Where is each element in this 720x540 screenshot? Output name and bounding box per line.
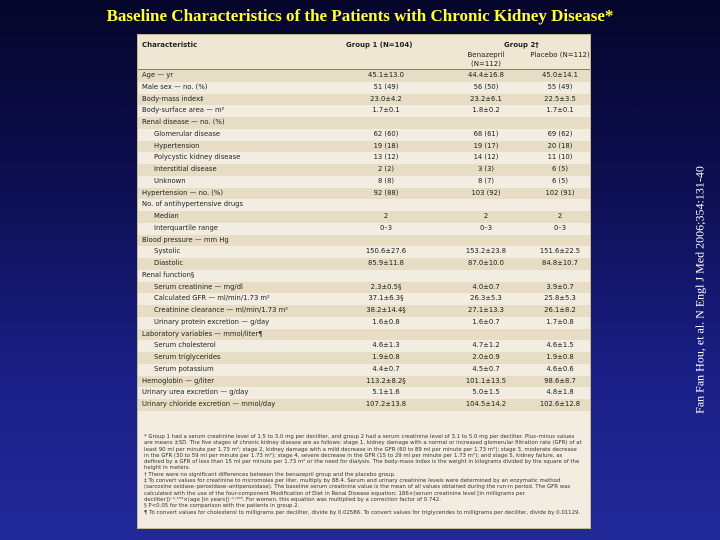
group1-value: 107.2±13.8 [365,400,407,408]
benazepril-value: 44.4±16.8 [468,71,504,79]
row-label: Renal function§ [142,270,195,279]
benazepril-value: 2.0±0.9 [472,353,500,361]
table-row [138,305,590,317]
footnote: ¶ To convert values for cholesterol to milligrams per deciliter, divide by 0.02586. To convert values for triglycerides to milligrams per deciliter, divide by 0.01129. [144,509,581,516]
placebo-value: 102 (91) [545,188,575,197]
table-row [138,82,590,94]
header-group1: Group 1 (N=104) [346,41,413,49]
row-label: Serum triglycerides [154,353,221,361]
table-row [138,399,590,411]
benazepril-value: 14 (12) [473,153,499,162]
benazepril-value: 5.0±1.5 [472,388,500,397]
row-label: No. of antihypertensive drugs [142,200,244,209]
benazepril-value: 1.8±0.2 [472,106,500,115]
group1-value: 38.2±14.4§ [366,306,406,314]
row-label: Polycystic kidney disease [154,153,241,162]
row-label: Interquartile range [154,223,218,232]
table-row [138,141,590,153]
row-label: Interstitial disease [154,165,217,173]
benazepril-value: 153.2±23.8 [465,247,507,256]
row-label: Serum potassium [154,364,214,373]
group1-value: 8 (8) [377,176,395,185]
slide-title: Baseline Characteristics of the Patients with Chronic Kidney Disease* [106,6,614,25]
group1-value: 4.4±0.7 [372,364,400,373]
placebo-value: 151.6±22.5 [539,247,581,256]
benazepril-value: 4.0±0.7 [472,282,500,291]
table-header [138,35,590,70]
table-row [138,352,590,364]
group1-value: 19 (18) [373,141,399,150]
group1-value: 113.2±8.2§ [366,376,406,385]
table-row [138,199,590,211]
table-row [138,70,590,82]
row-label: Unknown [154,176,186,185]
placebo-value: 25.8±5.3 [544,294,576,303]
row-label: Renal disease — no. (%) [142,118,225,126]
row-label: Urinary chloride excretion — mmol/day [142,400,276,408]
row-label: Systolic [154,247,181,256]
table-row [138,129,590,141]
footnote: † There were no significant differences between the benazepril group and the placebo group. [144,471,396,478]
placebo-value: 0–3 [553,223,567,232]
placebo-value: 20 (18) [547,141,573,150]
table-row [138,105,590,117]
benazepril-value: 27.1±13.3 [468,306,504,314]
row-label: Diastolic [154,259,184,267]
group1-value: 1.7±0.1 [372,106,400,115]
table-row [138,246,590,258]
placebo-value: 45.0±14.1 [542,71,578,79]
table-row [138,258,590,270]
table-row [138,188,590,200]
row-label: Hypertension [154,141,200,150]
group1-value: 2 [383,212,389,220]
group1-value: 45.1±13.0 [368,71,404,79]
table-footnotes [144,434,582,516]
row-label: Hemoglobin — g/liter [142,376,215,385]
table-row [138,270,590,282]
group1-value: 37.1±6.3§ [368,294,404,303]
benazepril-value: 8 (7) [477,176,495,185]
placebo-value: 11 (10) [547,153,573,162]
group1-value: 4.6±1.3 [372,341,400,350]
group1-value: 5.1±1.6 [372,388,400,397]
benazepril-value: 56 (50) [473,82,499,91]
benazepril-value: 4.5±0.7 [472,364,500,373]
header-characteristic: Characteristic [142,41,198,49]
placebo-value: 84.8±10.7 [542,259,578,267]
table-row [138,223,590,235]
row-label: Creatinine clearance — ml/min/1.73 m² [154,306,288,314]
row-label: Age — yr [142,71,174,79]
table-row [138,94,590,106]
group1-value: 51 (49) [373,82,399,91]
benazepril-value: 3 (3) [477,165,495,173]
baseline-table [137,34,591,529]
group1-value: 85.9±11.8 [368,259,404,267]
table-row [138,211,590,223]
placebo-value: 69 (62) [547,129,573,138]
placebo-value: 6 (5) [551,176,569,185]
benazepril-value: 68 (61) [473,129,499,138]
benazepril-value: 103 (92) [471,188,501,197]
citation: Fan Fan Hou, et al. N Engl J Med 2006;354:131-40 [692,166,707,414]
table-row [138,176,590,188]
group1-value: 2 (2) [377,165,395,173]
placebo-value: 1.7±0.8 [546,317,574,326]
row-label: Median [154,212,179,220]
benazepril-value: 0–3 [479,223,493,232]
benazepril-value: 19 (17) [473,141,499,150]
placebo-value: 4.6±1.5 [546,341,574,350]
row-label: Laboratory variables — mmol/liter¶ [142,329,263,338]
group1-value: 0–3 [379,223,393,232]
benazepril-value: 2 [483,212,489,220]
group1-value: 92 (88) [373,188,399,197]
benazepril-value: 101.1±13.5 [465,376,507,385]
placebo-value: 1.7±0.1 [546,106,574,115]
row-label: Blood pressure — mm Hg [142,235,229,244]
table-row [138,376,590,388]
placebo-value: 2 [557,212,563,220]
benazepril-value: 104.5±14.2 [465,400,507,408]
table-row [138,293,590,305]
table-row [138,317,590,329]
group1-value: 2.3±0.5§ [370,282,402,291]
placebo-value: 55 (49) [547,82,573,91]
row-label: Body-mass index‡ [142,94,204,103]
row-label: Serum cholesterol [154,341,216,350]
table-row [138,235,590,247]
benazepril-value: 23.2±6.1 [470,94,502,103]
placebo-value: 98.6±8.7 [544,376,576,385]
footnote: ‡ To convert values for creatinine to micromoles per liter, multiply by 88.4. Serum and urinary creatinine levels were determined by an enzymatic method (sarcosine oxidase–peroxidase–antiperoxidase). The baseline serum creatinine value is the mean of all values obtained during the run-in period. The GFR was calculated with the use of the four-component Modification of Diet in Renal Disease equation: 186×(serum creatinine level [in milligrams per deciliter])⁻¹·¹⁵⁴×(age [in years])⁻⁰·²⁰³. For women, this equation was multiplied by a correction factor of 0.742. [144,478,571,503]
benazepril-value: 4.7±1.2 [472,341,500,350]
placebo-value: 102.6±12.8 [539,400,581,408]
placebo-value: 1.9±0.8 [546,353,574,361]
row-label: Serum creatinine — mg/dl [154,282,243,291]
row-label: Body-surface area — m² [142,106,225,115]
table-row [138,329,590,341]
row-label: Male sex — no. (%) [142,82,208,91]
benazepril-value: 26.3±5.3 [470,294,502,303]
row-label: Hypertension — no. (%) [142,188,224,197]
group1-value: 1.9±0.8 [372,353,400,361]
row-label: Glomerular disease [154,129,221,138]
benazepril-value: 1.6±0.7 [472,317,500,326]
benazepril-value: 87.0±10.0 [468,259,504,267]
group1-value: 1.6±0.8 [372,317,400,326]
table-row [138,152,590,164]
table-row [138,340,590,352]
row-label: Urinary protein excretion — g/day [154,317,270,326]
group1-value: 150.6±27.6 [365,247,407,256]
table-row [138,282,590,294]
placebo-value: 4.8±1.8 [546,388,574,397]
table-row [138,117,590,129]
footnote: * Group 1 had a serum creatinine level of 1.5 to 3.0 mg per deciliter, and group 2 had a serum creatinine level of 3.1 to 5.0 mg per deciliter. Plus–minus values are means ±SD. The five stages of chronic kidney disease are as follows: stage 1, kidney damage with a normal or increased glomerular filtration rate (GFR) of at least 90 ml per minute per 1.73 m²; stage 2, kidney damage with a mild decrease in the GFR (60 to 89 ml per minute per 1.73 m²); stage 3, moderate decrease in the GFR (30 to 59 ml per minute per 1.73 m²); stage 4, severe decrease in the GFR (15 to 29 ml per minute per 1.73 m²); and stage 5, kidney failure, as defined by a GFR of less than 15 ml per minute per 1.73 m² or the need for dialysis. The body-mass index is the weight in kilograms divided by the square of the height in meters. [144,434,582,472]
row-label: Urinary urea excretion — g/day [142,388,249,397]
header-group2: Group 2† [504,41,539,49]
table-row [138,387,590,399]
header-placebo: Placebo (N=112) [530,51,590,59]
footnote: § P<0.05 for the comparison with the patients in group 2. [144,503,300,510]
group1-value: 23.0±4.2 [370,94,402,103]
group1-value: 62 (60) [373,129,399,138]
placebo-value: 26.1±8.2 [544,306,576,314]
row-label: Calculated GFR — ml/min/1.73 m² [154,294,270,303]
table-row [138,164,590,176]
group1-value: 13 (12) [373,153,399,162]
header-benazepril: Benazepril (N=112) [467,51,505,68]
table-row [138,364,590,376]
placebo-value: 4.6±0.6 [546,364,574,373]
table-body [138,70,590,411]
placebo-value: 3.9±0.7 [546,282,574,291]
placebo-value: 6 (5) [551,165,569,173]
placebo-value: 22.5±3.5 [544,94,576,103]
